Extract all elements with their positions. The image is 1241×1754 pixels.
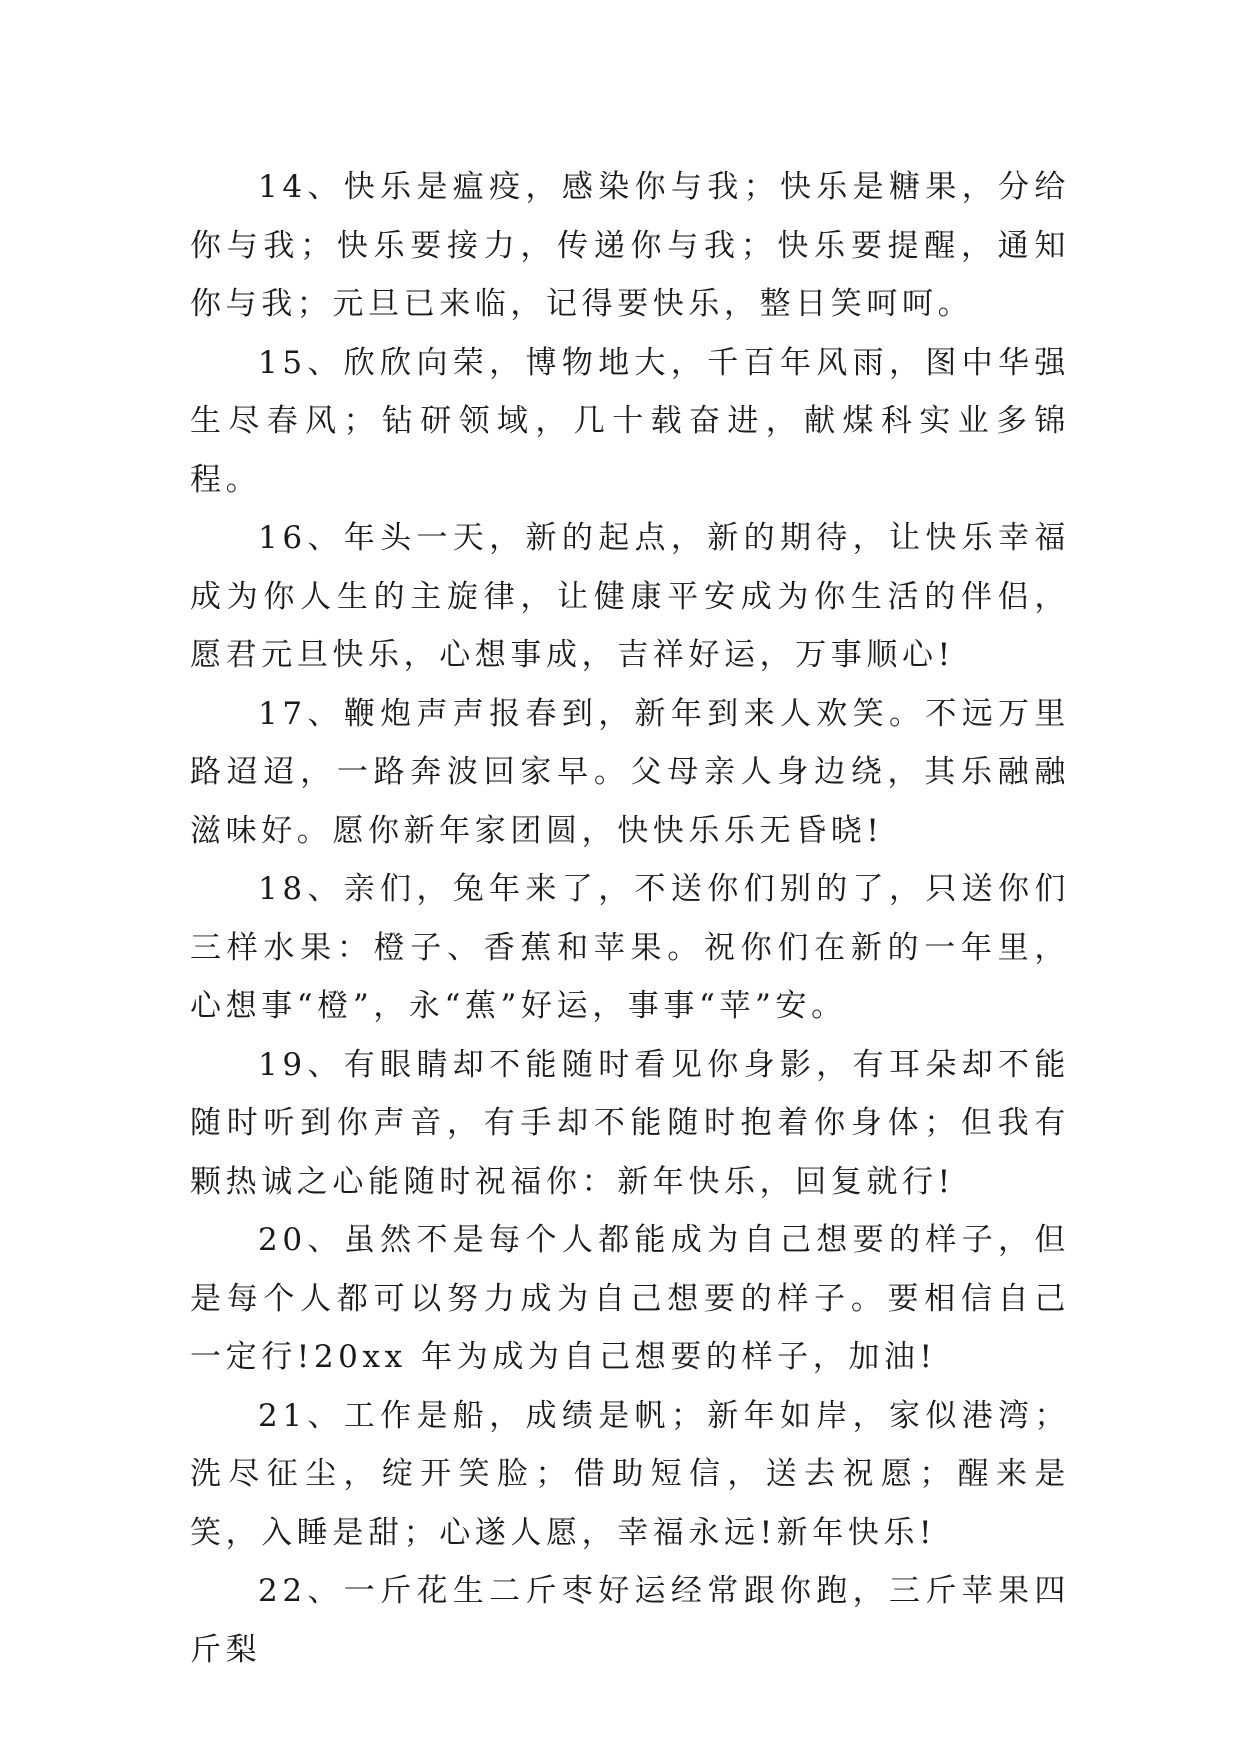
paragraph-14: 14、快乐是瘟疫，感染你与我；快乐是糖果，分给你与我；快乐要接力，传递你与我；快乐要提醒，通知你与我；元旦已来临，记得要快乐，整日笑呵呵。 [190,169,1070,322]
paragraph-19: 19、有眼睛却不能随时看见你身影，有耳朵却不能随时听到你声音，有手却不能随时抱着你身体；但我有颗热诚之心能随时祝福你：新年快乐，回复就行! [190,1046,1070,1200]
paragraph-18: 18、亲们，兔年来了，不送你们别的了，只送你们三样水果：橙子、香蕉和苹果。祝你们在新的一年里，心想事“橙”，永“蕉”好运，事事“苹”安。 [190,871,1070,1024]
paragraph-22: 22、一斤花生二斤枣好运经常跟你跑，三斤苹果四斤梨 [190,1573,1070,1668]
paragraph-21: 21、工作是船，成绩是帆；新年如岸，家似港湾；洗尽征尘，绽开笑脸；借助短信，送去祝愿；醒来是笑，入睡是甜；心遂人愿，幸福永远!新年快乐! [190,1397,1070,1551]
paragraph-20: 20、虽然不是每个人都能成为自己想要的样子，但是每个人都可以努力成为自己想要的样子。要相信自己一定行!20xx 年为成为自己想要的样子，加油! [190,1222,1070,1375]
paragraph-16: 16、年头一天，新的起点，新的期待，让快乐幸福成为你人生的主旋律，让健康平安成为你生活的伴侣，愿君元旦快乐，心想事成，吉祥好运，万事顺心! [190,520,1070,673]
paragraph-15: 15、欣欣向荣，博物地大，千百年风雨，图中华强生尽春风；钻研领域，几十载奋进，献煤科实业多锦程。 [190,344,1070,498]
document-body [190,158,1070,1679]
paragraph-17: 17、鞭炮声声报春到，新年到来人欢笑。不远万里路迢迢，一路奔波回家早。父母亲人身边绕，其乐融融滋味好。愿你新年家团圆，快快乐乐无昏晓! [190,695,1070,849]
